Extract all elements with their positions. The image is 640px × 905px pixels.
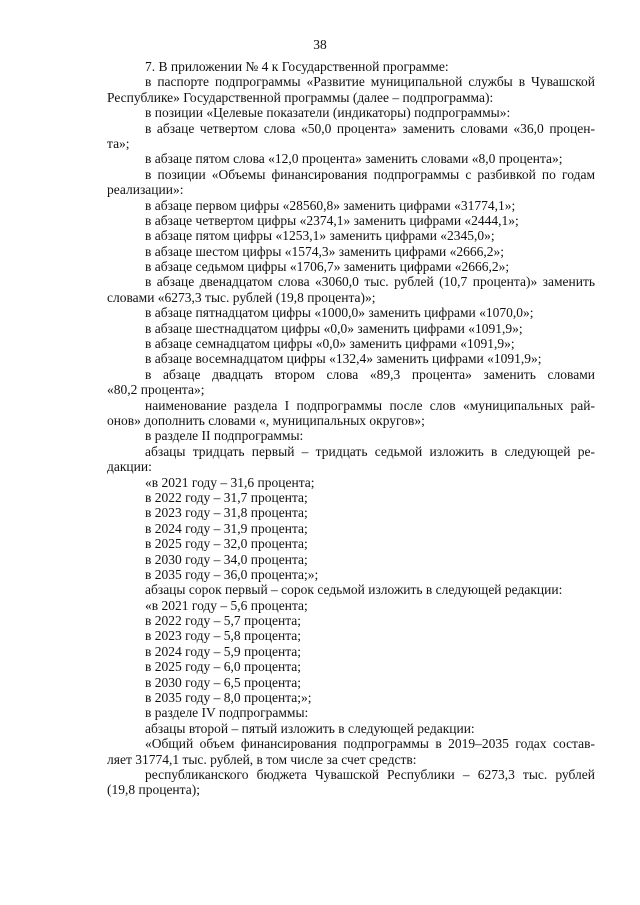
text-line: республиканского бюджета Чувашской Республики – 6273,3 тыс. рублей <box>145 766 595 782</box>
text-line: в 2030 году – 6,5 процента; <box>145 674 302 690</box>
text-line: «в 2021 году – 5,6 процента; <box>145 597 308 613</box>
text-line: в абзаце четвертом слова «50,0 процента» заменить словами «36,0 процен- <box>145 120 595 136</box>
document-body <box>107 59 595 798</box>
text-line: в абзаце седьмом цифры «1706,7» заменить цифрами «2666,2»; <box>145 259 510 275</box>
text-line: в 2025 году – 6,0 процента; <box>145 659 302 675</box>
text-line: в абзаце семнадцатом цифры «0,0» заменить цифрами «1091,9»; <box>145 336 515 352</box>
text-line: в 2023 году – 31,8 процента; <box>145 505 308 521</box>
text-line: в разделе II подпрограммы: <box>145 428 304 444</box>
text-line: в абзаце восемнадцатом цифры «132,4» заменить цифрами «1091,9»; <box>145 351 542 367</box>
text-line: в абзаце двадцать втором слова «89,3 процента» заменить словами <box>145 366 595 382</box>
text-line: словами «6273,3 тыс. рублей (19,8 процента)»; <box>107 289 376 305</box>
text-line: «Общий объем финансирования подпрограммы в 2019–2035 годах состав- <box>145 736 595 752</box>
text-line: в 2022 году – 31,7 процента; <box>145 489 308 505</box>
text-line: в разделе IV подпрограммы: <box>145 705 309 721</box>
text-line: (19,8 процента); <box>107 782 200 798</box>
text-line: в абзаце первом цифры «28560,8» заменить цифрами «31774,1»; <box>145 197 516 213</box>
text-line: абзацы сорок первый – сорок седьмой изложить в следующей редакции: <box>145 582 563 598</box>
text-line: та»; <box>107 135 130 151</box>
text-line: в абзаце шестнадцатом цифры «0,0» заменить цифрами «1091,9»; <box>145 320 523 336</box>
text-line: в 2035 году – 8,0 процента;»; <box>145 690 312 706</box>
text-line: наименование раздела I подпрограммы после слов «муниципальных рай- <box>145 397 595 413</box>
text-line: в паспорте подпрограммы «Развитие муниципальной службы в Чувашской <box>145 74 595 90</box>
text-line: онов» дополнить словами «, муниципальных округов»; <box>107 412 425 428</box>
text-line: в абзаце пятом слова «12,0 процента» заменить словами «8,0 процента»; <box>145 151 563 167</box>
text-line: в абзаце четвертом цифры «2374,1» заменить цифрами «2444,1»; <box>145 212 519 228</box>
text-line: в абзаце пятом цифры «1253,1» заменить цифрами «2345,0»; <box>145 228 495 244</box>
text-line: абзацы второй – пятый изложить в следующей редакции: <box>145 720 475 736</box>
text-line: реализации»: <box>107 182 184 198</box>
text-line: в 2024 году – 5,9 процента; <box>145 643 302 659</box>
text-line: в 2030 году – 34,0 процента; <box>145 551 308 567</box>
text-line: в позиции «Объемы финансирования подпрограммы с разбивкой по годам <box>145 166 595 182</box>
text-line: в 2024 году – 31,9 процента; <box>145 520 308 536</box>
text-line: дакции: <box>107 459 152 475</box>
text-line: ляет 31774,1 тыс. рублей, в том числе за счет средств: <box>107 751 417 767</box>
text-line: «80,2 процента»; <box>107 382 205 398</box>
page-number: 38 <box>313 37 327 52</box>
text-line: в абзаце пятнадцатом цифры «1000,0» заменить цифрами «1070,0»; <box>145 305 534 321</box>
text-line: в 2035 году – 36,0 процента;»; <box>145 566 319 582</box>
text-line: «в 2021 году – 31,6 процента; <box>145 474 315 490</box>
text-line: 7. В приложении № 4 к Государственной программе: <box>145 59 449 74</box>
text-line: абзацы тридцать первый – тридцать седьмой изложить в следующей ре- <box>145 443 595 459</box>
text-line: в абзаце двенадцатом слова «3060,0 тыс. рублей (10,7 процента)» заменить <box>145 274 595 290</box>
text-line: в абзаце шестом цифры «1574,3» заменить цифрами «2666,2»; <box>145 243 504 259</box>
text-line: в позиции «Целевые показатели (индикаторы) подпрограммы»: <box>145 105 511 121</box>
text-line: в 2023 году – 5,8 процента; <box>145 628 302 644</box>
text-line: в 2022 году – 5,7 процента; <box>145 613 302 629</box>
text-line: в 2025 году – 32,0 процента; <box>145 536 308 552</box>
text-line: Республике» Государственной программы (далее – подпрограмма): <box>107 89 494 105</box>
